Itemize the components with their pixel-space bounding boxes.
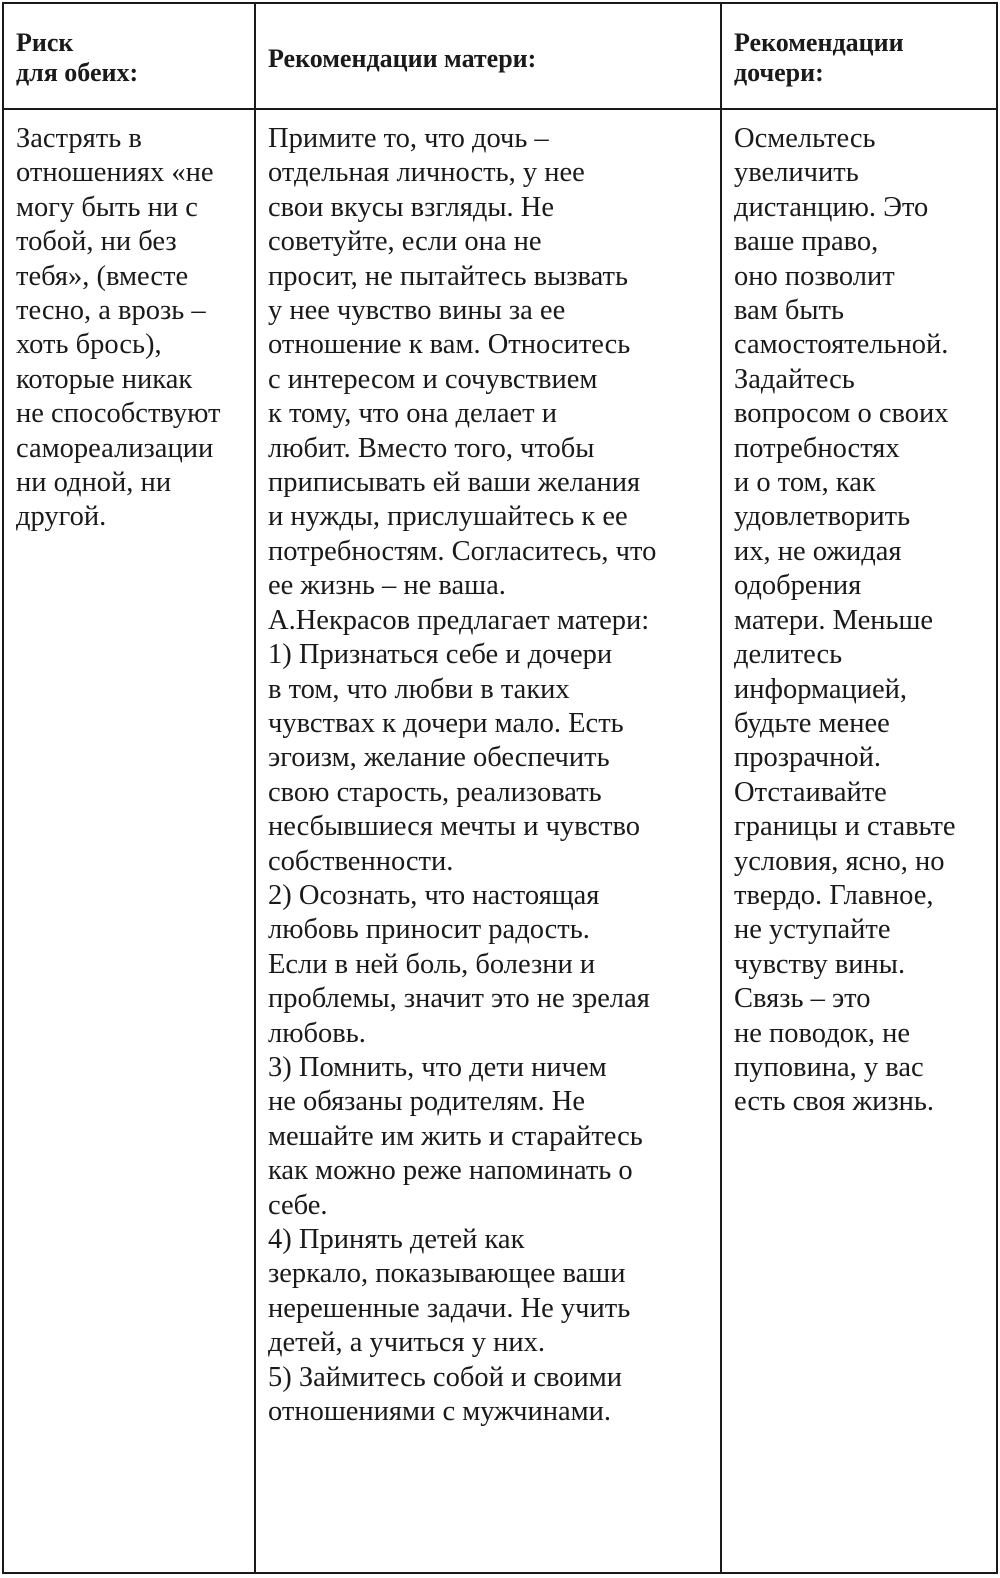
header-risk — [3, 3, 255, 109]
mother-line: 4) Принять детей как — [268, 1224, 525, 1255]
risk-line: могу быть ни с — [16, 191, 198, 223]
daughter-text — [722, 110, 996, 1120]
daughter-line: и о том, как — [734, 467, 876, 499]
daughter-line: вам быть — [734, 295, 844, 327]
mother-line: в том, что любви в таких — [268, 673, 570, 705]
mother-line: с интересом и сочувствием — [268, 363, 598, 395]
mother-line: 2) Осознать, что настоящая — [268, 879, 600, 911]
mother-line: несбывшиеся мечты и чувство — [268, 811, 641, 843]
risk-cell — [3, 109, 255, 1573]
header-risk-line: для обеих: — [16, 58, 139, 87]
mother-line: детей, а учиться у них. — [268, 1327, 545, 1359]
header-daughter — [721, 3, 997, 109]
daughter-line: Связь – это — [734, 983, 871, 1015]
mother-line: приписывать ей ваши желания — [268, 467, 641, 499]
mother-line: Примите то, что дочь – — [268, 123, 549, 154]
header-daughter-line: Рекомендации — [734, 28, 904, 57]
header-mother-line: Рекомендации матери: — [268, 44, 537, 73]
risk-line: другой. — [16, 501, 107, 533]
mother-line: 3) Помнить, что дети ничем — [268, 1051, 607, 1083]
mother-line: потребностям. Согласитесь, что — [268, 535, 657, 567]
header-mother — [255, 3, 721, 109]
mother-line: просит, не пытайтесь вызвать — [268, 260, 628, 292]
daughter-line: вопросом о своих — [734, 398, 949, 430]
daughter-cell — [721, 109, 997, 1573]
table-header-row — [3, 3, 997, 109]
table-body-row — [3, 109, 997, 1573]
mother-line: зеркало, показывающее ваши — [268, 1258, 626, 1290]
mother-line: нерешенные задачи. Не учить — [268, 1292, 631, 1324]
mother-line: ее жизнь – не ваша. — [268, 570, 506, 602]
daughter-line: оно позволит — [734, 260, 895, 292]
risk-line: хоть брось), — [16, 329, 162, 361]
risk-line: тобой, ни без — [16, 226, 177, 258]
daughter-line: твердо. Главное, — [734, 879, 934, 911]
risk-line: тебя», (вместе — [16, 260, 189, 292]
daughter-line: границы и ставьте — [734, 811, 956, 843]
mother-line: собственности. — [268, 845, 454, 877]
mother-line: эгоизм, желание обеспечить — [268, 742, 610, 774]
daughter-line: Отстаивайте — [734, 776, 887, 808]
daughter-line: есть своя жизнь. — [734, 1086, 935, 1118]
mother-line: 1) Признаться себе и дочери — [268, 639, 613, 671]
mother-cell — [255, 109, 721, 1573]
daughter-line: чувству вины. — [734, 948, 906, 980]
daughter-line: не уступайте — [734, 914, 891, 946]
daughter-line: увеличить — [734, 157, 859, 189]
mother-line: А.Некрасов предлагает матери: — [268, 604, 650, 636]
risk-line: самореализации — [16, 432, 214, 464]
daughter-line: не поводок, не — [734, 1017, 910, 1049]
daughter-line: одобрения — [734, 570, 862, 602]
daughter-line: потребностях — [734, 432, 900, 464]
mother-line: проблемы, значит это не зрелая — [268, 983, 650, 1015]
daughter-line: самостоятельной. — [734, 329, 949, 361]
risk-line: ни одной, ни — [16, 467, 172, 499]
daughter-line: Задайтесь — [734, 363, 855, 395]
mother-line: любовь приносит радость. — [268, 914, 590, 946]
mother-text — [256, 110, 720, 1429]
mother-line: свою старость, реализовать — [268, 776, 602, 808]
mother-line: чувствах к дочери мало. Есть — [268, 707, 624, 739]
mother-line: отношение к вам. Относитесь — [268, 329, 631, 361]
daughter-line: дистанцию. Это — [734, 191, 929, 223]
mother-line: любовь. — [268, 1017, 366, 1049]
risk-line: тесно, а врозь – — [16, 295, 206, 327]
risk-line: отношениях «не — [16, 157, 214, 189]
mother-line: у нее чувство вины за ее — [268, 295, 566, 327]
header-risk-line: Риск — [16, 28, 74, 57]
mother-line: 5) Займитесь собой и своими — [268, 1361, 623, 1393]
mother-line: Если в ней боль, болезни и — [268, 948, 596, 980]
risk-line: не способствуют — [16, 398, 221, 430]
mother-line: как можно реже напоминать о — [268, 1155, 633, 1187]
risk-line: Застрять в — [16, 123, 142, 154]
daughter-line: прозрачной. — [734, 742, 881, 774]
mother-line: и нужды, прислушайтесь к ее — [268, 501, 628, 533]
daughter-line: Осмельтесь — [734, 123, 876, 154]
daughter-line: информацией, — [734, 673, 908, 705]
daughter-line: матери. Меньше — [734, 604, 934, 636]
mother-line: свои вкусы взгляды. Не — [268, 191, 555, 223]
mother-line: себе. — [268, 1189, 328, 1221]
mother-line: к тому, что она делает и — [268, 398, 558, 430]
mother-line: мешайте им жить и старайтесь — [268, 1120, 643, 1152]
risk-line: которые никак — [16, 363, 193, 395]
mother-line: советуйте, если она не — [268, 226, 542, 258]
daughter-line: их, не ожидая — [734, 535, 902, 567]
mother-line: не обязаны родителям. Не — [268, 1086, 585, 1118]
daughter-line: ваше право, — [734, 226, 879, 258]
mother-line: отдельная личность, у нее — [268, 157, 585, 189]
daughter-line: делитесь — [734, 639, 843, 671]
daughter-line: пуповина, у вас — [734, 1051, 924, 1083]
mother-line: любит. Вместо того, чтобы — [268, 432, 595, 464]
daughter-line: удовлетворить — [734, 501, 911, 533]
header-daughter-line: дочери: — [734, 58, 824, 87]
risk-text — [4, 110, 254, 535]
recommendations-table — [2, 2, 998, 1574]
daughter-line: будьте менее — [734, 707, 890, 739]
mother-line: отношениями с мужчинами. — [268, 1396, 612, 1428]
daughter-line: условия, ясно, но — [734, 845, 945, 877]
